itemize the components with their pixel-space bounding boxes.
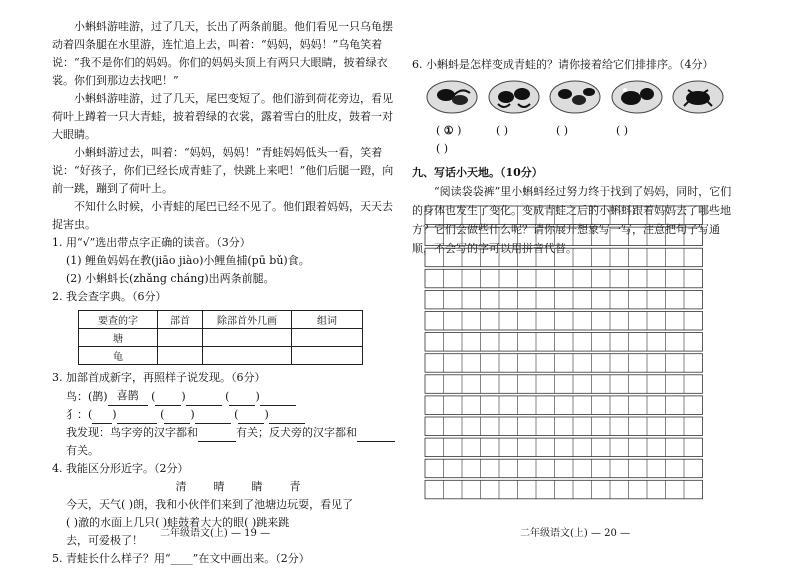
q6-answers <box>436 122 732 158</box>
q4-chars <box>162 478 394 496</box>
q3-finding-text: 有关；反犬旁的汉字都和 <box>236 426 357 439</box>
q3-prefix: 鸟：(鹊) <box>66 390 108 403</box>
q2-title: 2. 我会查字典。（6分） <box>52 290 167 303</box>
q4-text: 今天，天气( )朗，我和小伙伴们来到了池塘边玩耍，看见了 <box>66 498 354 511</box>
q4-text: ( )澈的水面上几只( )蛙鼓着大大的眼( )跳来跳 <box>66 516 290 529</box>
tadpole-image <box>549 80 601 114</box>
q1-item: (1) 鲤鱼妈妈在教(jiāo jiào)小鲤鱼捕(pū bǔ)食。 <box>66 254 310 267</box>
grid-row <box>425 438 703 457</box>
table-header: 组词 <box>292 311 363 329</box>
q1-item: (2) 小蝌蚪长(zhǎng cháng)出两条前腿。 <box>66 272 275 285</box>
q1-title: 1. 用“√”选出带点字正确的读音。（3分） <box>52 236 251 249</box>
q3-row: 鸟：(鹊) 喜鹊 ( ) ( ) <box>52 387 394 406</box>
q4-title: 4. 我能区分形近字。（2分） <box>52 462 189 475</box>
grid-row <box>425 206 703 225</box>
grid-row <box>425 459 703 478</box>
table-cell-char: 龟 <box>79 347 158 365</box>
order-answer[interactable]: ( ) <box>616 124 629 137</box>
left-page <box>52 18 394 568</box>
tadpole-image <box>426 80 478 114</box>
story-paragraph: 小蝌蚪游哇游，过了几天，长出了两条前腿。他们看见一只乌龟摆动着四条腿在水里游，连忙追上去，叫着：“妈妈，妈妈！”乌龟笑着说：“我不是你们的妈妈。你们的妈妈头顶上有两只大眼睛，披着绿衣裳。你们到那边去找吧！” <box>52 20 393 87</box>
answer-cell[interactable] <box>203 347 292 365</box>
story-paragraph: 小蝌蚪游过去，叫着：“妈妈，妈妈！”青蛙妈妈低头一看，笑着说：“好孩子，你们已经长成青蛙了，快跳上来吧！”他们后腿一蹬，向前一跳，蹦到了荷叶上。 <box>52 146 394 195</box>
answer-cell[interactable] <box>158 329 203 347</box>
frog-image <box>672 80 724 114</box>
order-answer-value: ① <box>443 124 454 137</box>
section9-title: 九、写话小天地。（10分） <box>412 166 543 179</box>
q5-title: 5. 青蛙长什么样子？用“____”在文中画出来。（2分） <box>52 552 310 565</box>
grid-row <box>425 354 703 373</box>
grid-row <box>425 375 703 394</box>
grid-row <box>425 269 703 288</box>
q3-title: 3. 加部首成新字，再照样子说发现。（6分） <box>52 371 266 384</box>
order-answer[interactable]: ( ) <box>556 124 569 137</box>
grid-row <box>425 480 703 499</box>
q4-char: 清 <box>175 480 187 493</box>
q4-char: 晴 <box>213 480 225 493</box>
section9-instruction: “阅读袋袋裤”里小蝌蚪经过努力终于找到了妈妈，同时，它们的身体也发生了变化。变成青蛙之后的小蝌蚪跟着妈妈去了哪些地方？它们会做些什么呢？请你展开想象写一写，注意把句子写通顺，不会写的字可以用拼音代替。 <box>412 185 732 255</box>
grid-row <box>425 312 703 331</box>
answer-cell[interactable] <box>158 347 203 365</box>
table-header: 要查的字 <box>79 311 158 329</box>
story-paragraph: 不知什么时候，小青蛙的尾巴已经不见了。他们跟着妈妈，天天去捉害虫。 <box>52 200 393 231</box>
grid-row <box>425 333 703 352</box>
q4-char: 睛 <box>251 480 263 493</box>
grid-row <box>425 227 703 246</box>
grid-row <box>425 417 703 436</box>
q3-example: 喜鹊 <box>108 387 148 406</box>
q4-char: 青 <box>289 480 301 493</box>
q4-text: 去，可爱极了！ <box>66 534 143 547</box>
order-answer[interactable]: ( ① ) <box>436 124 462 137</box>
q6-title: 6. 小蝌蚪是怎样变成青蛙的？请你接着给它们排排序。（4分） <box>412 58 714 71</box>
table-header: 部首 <box>158 311 203 329</box>
story-paragraph: 小蝌蚪游哇游，过了几天，尾巴变短了。他们游到荷花旁边，看见荷叶上蹲着一只大青蛙，披着碧绿的衣裳，露着雪白的肚皮，鼓着一对大眼睛。 <box>52 92 393 141</box>
grid-row <box>425 396 703 415</box>
writing-grid-lines <box>424 205 712 501</box>
q3-finding-text: 我发现：鸟字旁的汉字都和 <box>66 426 198 439</box>
right-footer: 二年级语文(上) — 20 — <box>520 528 631 539</box>
q3-finding <box>52 424 394 442</box>
answer-cell[interactable] <box>292 329 363 347</box>
answer-cell[interactable] <box>292 347 363 365</box>
left-footer: 二年级语文(上) — 19 — <box>160 528 271 539</box>
table-header: 除部首外几画 <box>203 311 292 329</box>
answer-cell[interactable] <box>203 329 292 347</box>
dictionary-table <box>78 310 363 365</box>
answer-blank[interactable] <box>357 441 395 442</box>
grid-row <box>425 248 703 267</box>
tadpole-image <box>488 80 540 114</box>
q3-prefix: 犭： <box>66 408 88 421</box>
frog-sequence <box>426 80 732 118</box>
order-answer[interactable]: ( ) <box>496 124 509 137</box>
tadpole-image <box>611 80 663 114</box>
grid-row <box>425 290 703 309</box>
q3-finding-end: 有关。 <box>66 444 99 457</box>
writing-grid[interactable] <box>424 205 712 501</box>
q3-row: 犭：( ) ( ) ( ) <box>52 406 394 424</box>
answer-blank[interactable] <box>198 441 236 442</box>
table-cell-char: 塘 <box>79 329 158 347</box>
order-answer[interactable]: ( ) <box>436 142 449 155</box>
